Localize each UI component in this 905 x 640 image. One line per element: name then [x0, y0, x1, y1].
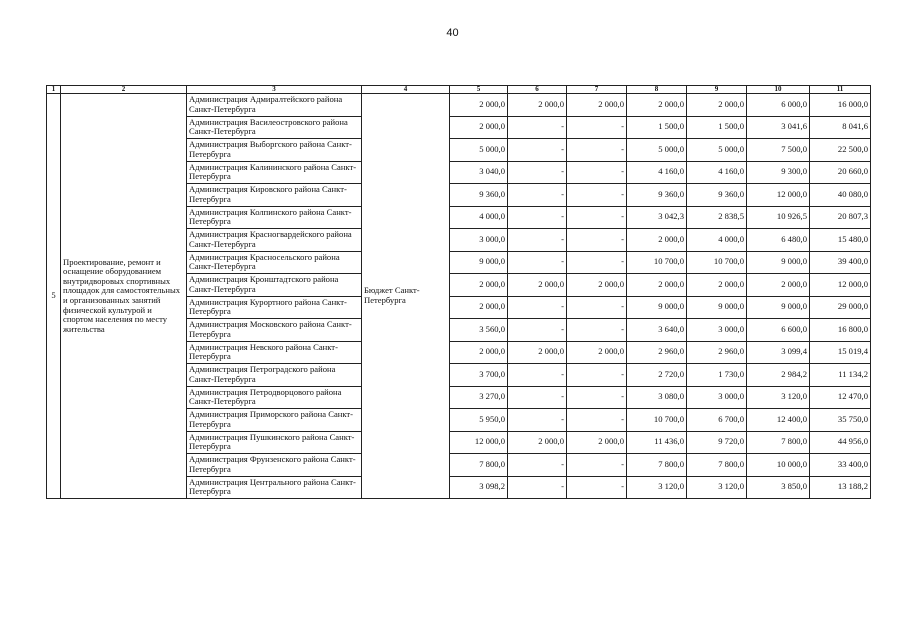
amount-cell-c8: 2 000,0: [627, 274, 687, 297]
amount-cell-c9: 4 160,0: [687, 161, 747, 184]
amount-cell-c6: -: [508, 296, 567, 319]
amount-cell-c6: -: [508, 476, 567, 499]
amount-cell-c11: 40 080,0: [810, 184, 871, 207]
column-number-row: [47, 86, 871, 94]
amount-cell-c9: 2 838,5: [687, 206, 747, 229]
amount-cell-c10: 12 000,0: [747, 184, 810, 207]
budget-table: [46, 85, 871, 499]
amount-cell-c9: 3 120,0: [687, 476, 747, 499]
amount-cell-c8: 9 360,0: [627, 184, 687, 207]
amount-cell-c6: -: [508, 161, 567, 184]
amount-cell-c11: 33 400,0: [810, 454, 871, 477]
amount-cell-c5: 3 098,2: [450, 476, 508, 499]
amount-cell-c5: 5 000,0: [450, 139, 508, 162]
amount-cell-c7: -: [567, 161, 627, 184]
amount-cell-c11: 39 400,0: [810, 251, 871, 274]
amount-cell-c10: 2 984,2: [747, 364, 810, 387]
amount-cell-c7: -: [567, 229, 627, 252]
amount-cell-c7: -: [567, 319, 627, 342]
amount-cell-c11: 8 041,6: [810, 116, 871, 139]
amount-cell-c9: 6 700,0: [687, 409, 747, 432]
column-number-11: 11: [810, 86, 871, 94]
amount-cell-c8: 2 000,0: [627, 94, 687, 117]
amount-cell-c8: 3 080,0: [627, 386, 687, 409]
measure-description: Проектирование, ремонт и оснащение оборудованием внутридворовых спортивных площадок для самостоятельных и организованных занятий физической культурой и спортом населения по месту жительства: [61, 94, 187, 499]
amount-cell-c7: -: [567, 251, 627, 274]
amount-cell-c9: 9 720,0: [687, 431, 747, 454]
amount-cell-c7: -: [567, 206, 627, 229]
amount-cell-c9: 2 960,0: [687, 341, 747, 364]
amount-cell-c8: 11 436,0: [627, 431, 687, 454]
amount-cell-c7: -: [567, 184, 627, 207]
amount-cell-c6: 2 000,0: [508, 94, 567, 117]
column-number-8: 8: [627, 86, 687, 94]
amount-cell-c9: 5 000,0: [687, 139, 747, 162]
amount-cell-c5: 2 000,0: [450, 341, 508, 364]
amount-cell-c10: 9 300,0: [747, 161, 810, 184]
amount-cell-c7: -: [567, 296, 627, 319]
amount-cell-c9: 9 000,0: [687, 296, 747, 319]
table-row: [47, 94, 871, 117]
amount-cell-c5: 3 040,0: [450, 161, 508, 184]
amount-cell-c5: 9 360,0: [450, 184, 508, 207]
amount-cell-c6: -: [508, 184, 567, 207]
administration-name: Администрация Кронштадтского района Санкт-Петербурга: [187, 274, 362, 297]
amount-cell-c8: 9 000,0: [627, 296, 687, 319]
administration-name: Администрация Фрунзенского района Санкт-Петербурга: [187, 454, 362, 477]
amount-cell-c10: 3 850,0: [747, 476, 810, 499]
amount-cell-c10: 3 120,0: [747, 386, 810, 409]
row-number: 5: [47, 94, 61, 499]
amount-cell-c9: 3 000,0: [687, 386, 747, 409]
amount-cell-c10: 7 500,0: [747, 139, 810, 162]
amount-cell-c7: -: [567, 409, 627, 432]
amount-cell-c6: -: [508, 206, 567, 229]
column-number-6: 6: [508, 86, 567, 94]
amount-cell-c8: 7 800,0: [627, 454, 687, 477]
administration-name: Администрация Василеостровского района Санкт-Петербурга: [187, 116, 362, 139]
administration-name: Администрация Курортного района Санкт-Петербурга: [187, 296, 362, 319]
amount-cell-c11: 15 480,0: [810, 229, 871, 252]
amount-cell-c11: 16 000,0: [810, 94, 871, 117]
amount-cell-c11: 29 000,0: [810, 296, 871, 319]
amount-cell-c8: 2 720,0: [627, 364, 687, 387]
amount-cell-c7: -: [567, 139, 627, 162]
amount-cell-c7: -: [567, 454, 627, 477]
amount-cell-c6: 2 000,0: [508, 274, 567, 297]
amount-cell-c11: 15 019,4: [810, 341, 871, 364]
administration-name: Администрация Невского района Санкт-Петербурга: [187, 341, 362, 364]
amount-cell-c5: 3 560,0: [450, 319, 508, 342]
table-body: [47, 94, 871, 499]
amount-cell-c11: 22 500,0: [810, 139, 871, 162]
amount-cell-c9: 10 700,0: [687, 251, 747, 274]
amount-cell-c8: 1 500,0: [627, 116, 687, 139]
amount-cell-c6: 2 000,0: [508, 341, 567, 364]
amount-cell-c5: 12 000,0: [450, 431, 508, 454]
amount-cell-c6: -: [508, 454, 567, 477]
amount-cell-c10: 10 926,5: [747, 206, 810, 229]
amount-cell-c5: 5 950,0: [450, 409, 508, 432]
column-number-3: 3: [187, 86, 362, 94]
amount-cell-c6: -: [508, 116, 567, 139]
amount-cell-c7: 2 000,0: [567, 341, 627, 364]
amount-cell-c11: 13 188,2: [810, 476, 871, 499]
amount-cell-c5: 3 000,0: [450, 229, 508, 252]
amount-cell-c6: -: [508, 409, 567, 432]
amount-cell-c10: 2 000,0: [747, 274, 810, 297]
administration-name: Администрация Петроградского района Санкт-Петербурга: [187, 364, 362, 387]
amount-cell-c8: 2 000,0: [627, 229, 687, 252]
amount-cell-c7: 2 000,0: [567, 431, 627, 454]
amount-cell-c9: 1 730,0: [687, 364, 747, 387]
amount-cell-c7: -: [567, 116, 627, 139]
amount-cell-c6: -: [508, 319, 567, 342]
amount-cell-c11: 44 956,0: [810, 431, 871, 454]
amount-cell-c10: 10 000,0: [747, 454, 810, 477]
amount-cell-c6: -: [508, 364, 567, 387]
amount-cell-c5: 9 000,0: [450, 251, 508, 274]
amount-cell-c8: 5 000,0: [627, 139, 687, 162]
amount-cell-c5: 4 000,0: [450, 206, 508, 229]
amount-cell-c8: 3 120,0: [627, 476, 687, 499]
amount-cell-c6: -: [508, 251, 567, 274]
amount-cell-c8: 10 700,0: [627, 251, 687, 274]
amount-cell-c10: 3 041,6: [747, 116, 810, 139]
amount-cell-c10: 9 000,0: [747, 296, 810, 319]
column-number-7: 7: [567, 86, 627, 94]
column-number-1: 1: [47, 86, 61, 94]
amount-cell-c11: 35 750,0: [810, 409, 871, 432]
amount-cell-c5: 2 000,0: [450, 296, 508, 319]
amount-cell-c9: 9 360,0: [687, 184, 747, 207]
administration-name: Администрация Центрального района Санкт-Петербурга: [187, 476, 362, 499]
amount-cell-c5: 3 270,0: [450, 386, 508, 409]
amount-cell-c6: 2 000,0: [508, 431, 567, 454]
amount-cell-c11: 12 000,0: [810, 274, 871, 297]
amount-cell-c8: 4 160,0: [627, 161, 687, 184]
column-number-10: 10: [747, 86, 810, 94]
column-number-5: 5: [450, 86, 508, 94]
amount-cell-c9: 3 000,0: [687, 319, 747, 342]
amount-cell-c8: 10 700,0: [627, 409, 687, 432]
column-number-4: 4: [362, 86, 450, 94]
amount-cell-c8: 2 960,0: [627, 341, 687, 364]
administration-name: Администрация Московского района Санкт-Петербурга: [187, 319, 362, 342]
administration-name: Администрация Адмиралтейского района Санкт-Петербурга: [187, 94, 362, 117]
funding-source: Бюджет Санкт-Петербурга: [362, 94, 450, 499]
amount-cell-c9: 2 000,0: [687, 274, 747, 297]
amount-cell-c11: 12 470,0: [810, 386, 871, 409]
amount-cell-c10: 3 099,4: [747, 341, 810, 364]
amount-cell-c5: 2 000,0: [450, 274, 508, 297]
amount-cell-c6: -: [508, 139, 567, 162]
amount-cell-c9: 7 800,0: [687, 454, 747, 477]
amount-cell-c7: -: [567, 386, 627, 409]
amount-cell-c9: 1 500,0: [687, 116, 747, 139]
amount-cell-c7: -: [567, 364, 627, 387]
amount-cell-c10: 6 000,0: [747, 94, 810, 117]
administration-name: Администрация Красногвардейского района Санкт-Петербурга: [187, 229, 362, 252]
amount-cell-c9: 4 000,0: [687, 229, 747, 252]
amount-cell-c10: 6 600,0: [747, 319, 810, 342]
amount-cell-c11: 20 660,0: [810, 161, 871, 184]
amount-cell-c10: 7 800,0: [747, 431, 810, 454]
amount-cell-c8: 3 042,3: [627, 206, 687, 229]
administration-name: Администрация Приморского района Санкт-Петербурга: [187, 409, 362, 432]
administration-name: Администрация Петродворцового района Санкт-Петербурга: [187, 386, 362, 409]
amount-cell-c7: 2 000,0: [567, 274, 627, 297]
amount-cell-c5: 3 700,0: [450, 364, 508, 387]
amount-cell-c8: 3 640,0: [627, 319, 687, 342]
column-number-9: 9: [687, 86, 747, 94]
amount-cell-c10: 6 480,0: [747, 229, 810, 252]
administration-name: Администрация Калининского района Санкт-Петербурга: [187, 161, 362, 184]
amount-cell-c7: -: [567, 476, 627, 499]
amount-cell-c11: 11 134,2: [810, 364, 871, 387]
amount-cell-c6: -: [508, 229, 567, 252]
amount-cell-c9: 2 000,0: [687, 94, 747, 117]
administration-name: Администрация Пушкинского района Санкт-Петербурга: [187, 431, 362, 454]
administration-name: Администрация Кировского района Санкт-Петербурга: [187, 184, 362, 207]
column-number-2: 2: [61, 86, 187, 94]
amount-cell-c5: 2 000,0: [450, 94, 508, 117]
amount-cell-c11: 16 800,0: [810, 319, 871, 342]
administration-name: Администрация Колпинского района Санкт-Петербурга: [187, 206, 362, 229]
amount-cell-c11: 20 807,3: [810, 206, 871, 229]
administration-name: Администрация Выборгского района Санкт-Петербурга: [187, 139, 362, 162]
amount-cell-c5: 2 000,0: [450, 116, 508, 139]
page-number: 40: [446, 27, 459, 39]
amount-cell-c5: 7 800,0: [450, 454, 508, 477]
administration-name: Администрация Красносельского района Санкт-Петербурга: [187, 251, 362, 274]
amount-cell-c10: 12 400,0: [747, 409, 810, 432]
amount-cell-c7: 2 000,0: [567, 94, 627, 117]
amount-cell-c6: -: [508, 386, 567, 409]
amount-cell-c10: 9 000,0: [747, 251, 810, 274]
